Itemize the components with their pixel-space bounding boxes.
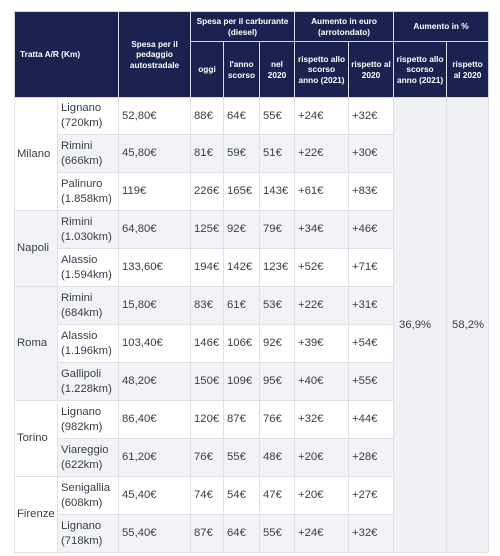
fuel-today-cell: 150€ [191, 363, 224, 401]
fuel-today-cell: 74€ [191, 477, 224, 515]
fuel-last-year-header: l'anno scorso [224, 42, 260, 98]
pct-vs-last-year-header: rispetto allo scorso anno (2021) [394, 42, 447, 98]
fuel-2020-cell: 47€ [260, 477, 295, 515]
increase-2020-cell: +32€ [349, 98, 394, 135]
increase-2020-cell: +32€ [349, 515, 394, 553]
fuel-today-cell: 88€ [191, 98, 224, 135]
route-cell: Viareggio (622km) [58, 439, 119, 477]
increase-last-year-cell: +20€ [295, 477, 349, 515]
fuel-today-header: oggi [191, 42, 224, 98]
toll-header: Spesa per il pedaggio autostradale [119, 12, 191, 98]
city-cell: Milano [15, 98, 58, 211]
route-cell: Gallipoli (1.228km) [58, 363, 119, 401]
percent-vs-last-year-cell: 36,9% [394, 98, 447, 553]
euro-vs-2020-header: rispetto al 2020 [349, 42, 394, 98]
toll-cell: 52,80€ [119, 98, 191, 135]
route-cell: Alassio (1.594km) [58, 249, 119, 287]
toll-cell: 55,40€ [119, 515, 191, 553]
toll-cell: 64,80€ [119, 211, 191, 249]
fuel-2020-header: nel 2020 [260, 42, 295, 98]
route-cell: Senigallia (608km) [58, 477, 119, 515]
route-cell: Lignano (982km) [58, 401, 119, 439]
increase-2020-cell: +54€ [349, 325, 394, 363]
fuel-today-cell: 226€ [191, 173, 224, 211]
fuel-today-cell: 81€ [191, 135, 224, 173]
fuel-group-header: Spesa per il carburante (diesel) [191, 12, 295, 42]
increase-last-year-cell: +22€ [295, 135, 349, 173]
pct-vs-2020-header: rispetto al 2020 [447, 42, 489, 98]
percent-vs-2020-cell: 58,2% [447, 98, 489, 553]
fuel-2020-cell: 55€ [260, 98, 295, 135]
fuel-last-year-cell: 59€ [224, 135, 260, 173]
increase-last-year-cell: +24€ [295, 98, 349, 135]
increase-2020-cell: +46€ [349, 211, 394, 249]
route-cell: Rimini (666km) [58, 135, 119, 173]
percent-increase-group-header: Aumento in % [394, 12, 489, 42]
fuel-last-year-cell: 55€ [224, 439, 260, 477]
fuel-last-year-cell: 61€ [224, 287, 260, 325]
city-cell: Roma [15, 287, 58, 401]
fuel-last-year-cell: 64€ [224, 98, 260, 135]
increase-2020-cell: +44€ [349, 401, 394, 439]
fuel-last-year-cell: 106€ [224, 325, 260, 363]
increase-last-year-cell: +52€ [295, 249, 349, 287]
increase-last-year-cell: +61€ [295, 173, 349, 211]
fuel-today-cell: 87€ [191, 515, 224, 553]
increase-last-year-cell: +32€ [295, 401, 349, 439]
increase-last-year-cell: +24€ [295, 515, 349, 553]
increase-2020-cell: +30€ [349, 135, 394, 173]
city-cell: Napoli [15, 211, 58, 287]
increase-2020-cell: +55€ [349, 363, 394, 401]
fuel-2020-cell: 51€ [260, 135, 295, 173]
city-cell: Firenze [15, 477, 58, 553]
toll-cell: 86,40€ [119, 401, 191, 439]
header-row-top [15, 12, 489, 42]
increase-2020-cell: +83€ [349, 173, 394, 211]
fuel-last-year-cell: 92€ [224, 211, 260, 249]
fuel-2020-cell: 123€ [260, 249, 295, 287]
fuel-today-cell: 76€ [191, 439, 224, 477]
fuel-2020-cell: 79€ [260, 211, 295, 249]
increase-last-year-cell: +34€ [295, 211, 349, 249]
route-cell: Lignano (718km) [58, 515, 119, 553]
increase-last-year-cell: +40€ [295, 363, 349, 401]
fuel-2020-cell: 92€ [260, 325, 295, 363]
increase-2020-cell: +27€ [349, 477, 394, 515]
euro-vs-last-year-header: rispetto allo scorso anno (2021) [295, 42, 349, 98]
fuel-last-year-cell: 87€ [224, 401, 260, 439]
route-cell: Lignano (720km) [58, 98, 119, 135]
fuel-last-year-cell: 165€ [224, 173, 260, 211]
fuel-today-cell: 120€ [191, 401, 224, 439]
increase-last-year-cell: +22€ [295, 287, 349, 325]
route-header: Tratta A/R (Km) [15, 12, 119, 98]
fuel-2020-cell: 55€ [260, 515, 295, 553]
fuel-last-year-cell: 109€ [224, 363, 260, 401]
table-row [15, 98, 489, 135]
toll-cell: 133,60€ [119, 249, 191, 287]
fuel-last-year-cell: 64€ [224, 515, 260, 553]
route-cell: Palinuro (1.858km) [58, 173, 119, 211]
fuel-2020-cell: 48€ [260, 439, 295, 477]
euro-increase-group-header: Aumento in euro (arrotondato) [295, 12, 394, 42]
fuel-2020-cell: 53€ [260, 287, 295, 325]
fuel-today-cell: 194€ [191, 249, 224, 287]
route-cell: Rimini (684km) [58, 287, 119, 325]
fuel-today-cell: 125€ [191, 211, 224, 249]
travel-cost-table [14, 11, 489, 553]
toll-cell: 61,20€ [119, 439, 191, 477]
increase-last-year-cell: +39€ [295, 325, 349, 363]
fuel-today-cell: 146€ [191, 325, 224, 363]
fuel-2020-cell: 76€ [260, 401, 295, 439]
toll-cell: 103,40€ [119, 325, 191, 363]
city-cell: Torino [15, 401, 58, 477]
fuel-today-cell: 83€ [191, 287, 224, 325]
route-cell: Alassio (1.196km) [58, 325, 119, 363]
toll-cell: 15,80€ [119, 287, 191, 325]
toll-cell: 119€ [119, 173, 191, 211]
fuel-2020-cell: 95€ [260, 363, 295, 401]
fuel-last-year-cell: 54€ [224, 477, 260, 515]
toll-cell: 45,40€ [119, 477, 191, 515]
increase-2020-cell: +31€ [349, 287, 394, 325]
fuel-last-year-cell: 142€ [224, 249, 260, 287]
increase-last-year-cell: +20€ [295, 439, 349, 477]
increase-2020-cell: +71€ [349, 249, 394, 287]
increase-2020-cell: +28€ [349, 439, 394, 477]
toll-cell: 45,80€ [119, 135, 191, 173]
fuel-2020-cell: 143€ [260, 173, 295, 211]
route-cell: Rimini (1.030km) [58, 211, 119, 249]
toll-cell: 48,20€ [119, 363, 191, 401]
